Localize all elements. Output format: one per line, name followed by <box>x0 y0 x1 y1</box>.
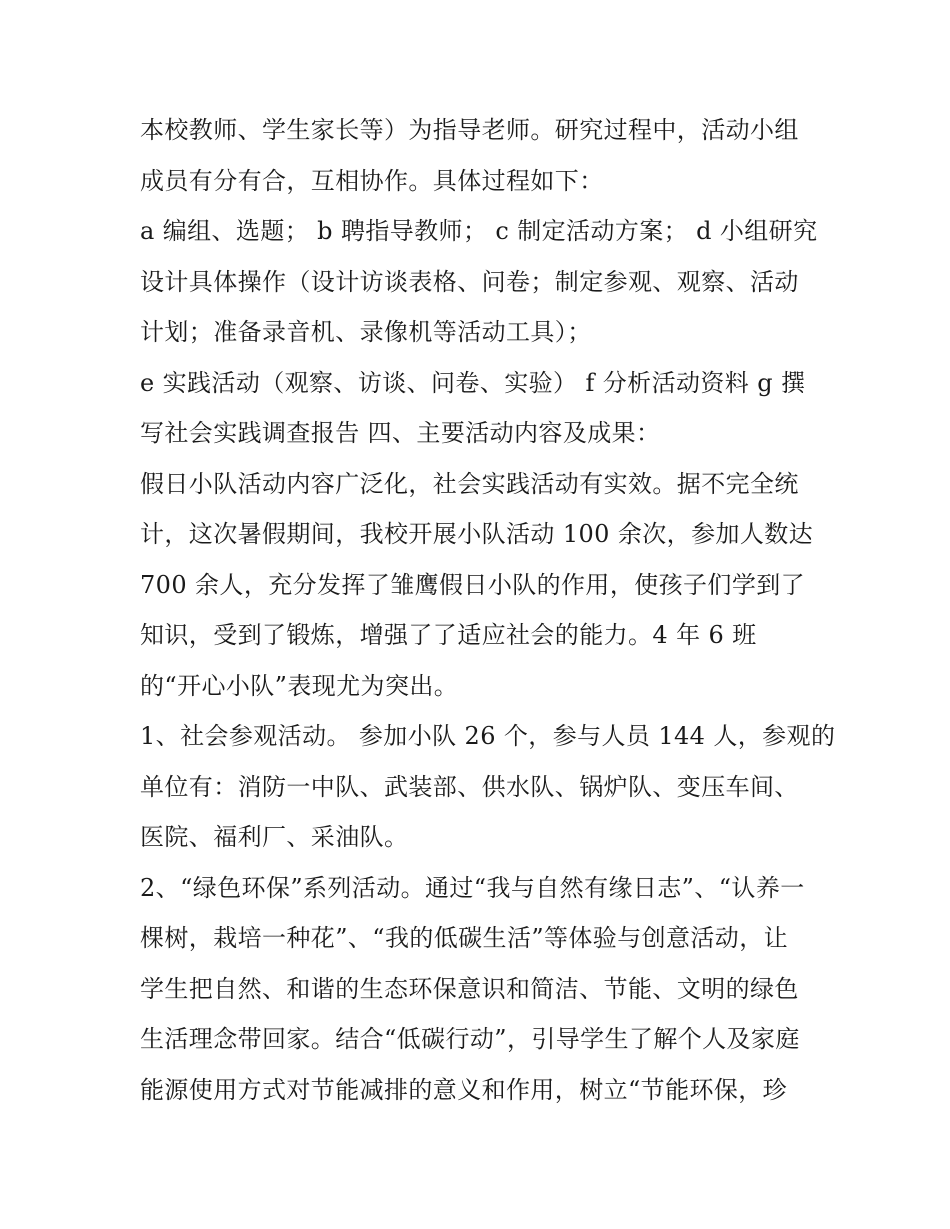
text-line: 能源使用方式对节能减排的意义和作用，树立“节能环保，珍 <box>140 1076 788 1104</box>
text-line: 医院、福利厂、采油队。 <box>140 823 409 851</box>
text-line: 700 余人，充分发挥了雏鹰假日小队的作用，使孩子们学到了 <box>140 571 806 599</box>
text-line: 2、“绿色环保”系列活动。通过“我与自然有缘日志”、“认养一 <box>140 874 805 902</box>
text-line: 本校教师、学生家长等）为指导老师。研究过程中，活动小组 <box>140 116 799 144</box>
text-line: 的“开心小队”表现尤为突出。 <box>140 672 459 700</box>
text-line: 1、社会参观活动。 参加小队 26 个，参与人员 144 人，参观的 <box>140 722 836 750</box>
text-line: 设计具体操作（设计访谈表格、问卷；制定参观、观察、活动 <box>140 268 799 296</box>
text-line: 计划；准备录音机、录像机等活动工具）； <box>140 318 592 346</box>
text-line: a 编组、选题； b 聘指导教师； c 制定活动方案； d 小组研究 <box>140 217 818 245</box>
text-line: 写社会实践调查报告 四、主要活动内容及成果： <box>140 419 661 447</box>
text-line: 计，这次暑假期间，我校开展小队活动 100 余次，参加人数达 <box>140 520 814 548</box>
text-line: 假日小队活动内容广泛化，社会实践活动有实效。据不完全统 <box>140 470 799 498</box>
text-line: e 实践活动（观察、访谈、问卷、实验） f 分析活动资料 g 撰 <box>140 369 806 397</box>
text-line: 成员有分有合，互相协作。具体过程如下： <box>140 167 604 195</box>
text-line: 知识，受到了锻炼，增强了了适应社会的能力。4 年 6 班 <box>140 621 757 649</box>
text-line: 单位有：消防一中队、武装部、供水队、锅炉队、变压车间、 <box>140 773 799 801</box>
text-line: 学生把自然、和谐的生态环保意识和简洁、节能、文明的绿色 <box>140 975 799 1003</box>
text-line: 棵树，栽培一种花”、“我的低碳生活”等体验与创意活动，让 <box>140 924 789 952</box>
text-line: 生活理念带回家。结合“低碳行动”，引导学生了解个人及家庭 <box>140 1025 800 1053</box>
